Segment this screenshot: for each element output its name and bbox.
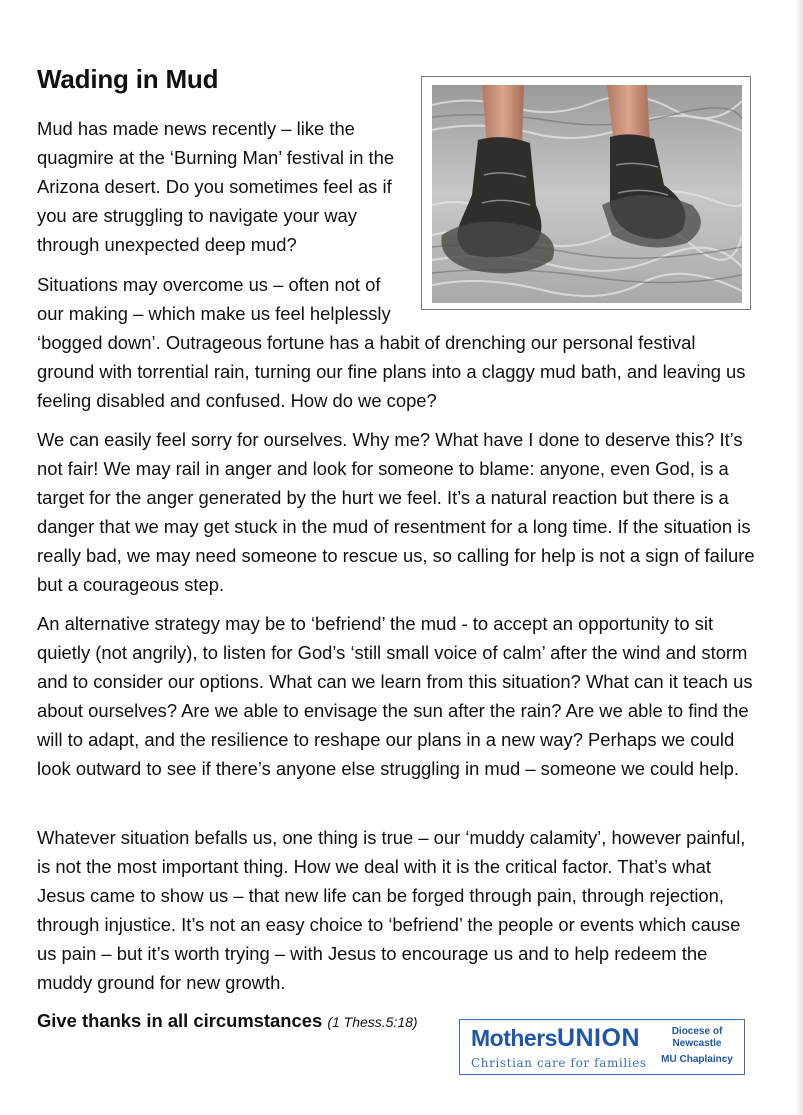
scripture-reference: (1 Thess.5:18) xyxy=(327,1014,418,1030)
paragraph-1: Mud has made news recently – like the quagmire at the ‘Burning Man’ festival in the Arizona desert. Do you sometimes feel as if you are struggling to navigate your way through unexpected deep mud? xyxy=(37,118,395,255)
paragraph-2 xyxy=(37,270,757,415)
mothers-union-logo xyxy=(459,1019,745,1075)
paragraph-5: Whatever situation befalls us, one thing is true – our ‘muddy calamity’, however painful, is not the most important thing. How we deal with it is the critical factor. That’s what Jesus came to show us – that new life can be forged through pain, through rejection, through injustice. It’s not an easy choice to ‘befriend’ the people or events which cause us pain – but it’s worth trying – with Jesus to encourage us and to help redeem the muddy ground for new growth. xyxy=(37,827,746,993)
article-title: Wading in Mud xyxy=(37,64,219,94)
closing-line xyxy=(37,1010,418,1032)
logo-brand-mothers: Mothers xyxy=(471,1025,557,1051)
logo-brand xyxy=(471,1024,640,1053)
logo-tagline: Christian care for families xyxy=(471,1056,647,1070)
chaplaincy-label: MU Chaplaincy xyxy=(661,1054,733,1065)
page-edge-shadow xyxy=(795,0,803,1115)
diocese-line-2: Newcastle xyxy=(672,1038,722,1049)
paragraph-4: An alternative strategy may be to ‘befriend’ the mud - to accept an opportunity to sit quietly (not angrily), to listen for God’s ‘still small voice of calm’ after the wind and storm and to consider our options. What can we learn from this situation? What can it teach us about ourselves? Are we able to envisage the sun after the rain? Are we able to find the will to adapt, and the resilience to reshape our plans in a new way? Perhaps we could look outward to see if there’s anyone else struggling in mud – someone we could help. xyxy=(37,613,753,779)
logo-diocese xyxy=(656,1026,738,1066)
closing-bold: Give thanks in all circumstances xyxy=(37,1010,323,1031)
diocese-line-1: Diocese of xyxy=(671,1026,723,1037)
paragraph-3: We can easily feel sorry for ourselves. Why me? What have I done to deserve this? It’s not fair! We may rail in anger and look for someone to blame: anyone, even God, is a target for the anger generated by the hurt we feel. It’s a natural reaction but there is a danger that we may get stuck in the mud of resentment for a long time. If the situation is really bad, we may need someone to rescue us, so calling for help is not a sign of failure but a courageous step. xyxy=(37,429,755,595)
photo-wrap-spacer xyxy=(412,270,757,322)
logo-brand-union: UNION xyxy=(556,1024,641,1052)
paragraph-2-text: Situations may overcome us – often not of our making – which make us feel helplessly ‘bogged down’. Outrageous fortune has a habit of drenching our personal festival ground with torrential rain, turning our fine plans into a claggy mud bath, and leaving us feeling disabled and confused. How do we cope? xyxy=(37,274,746,411)
